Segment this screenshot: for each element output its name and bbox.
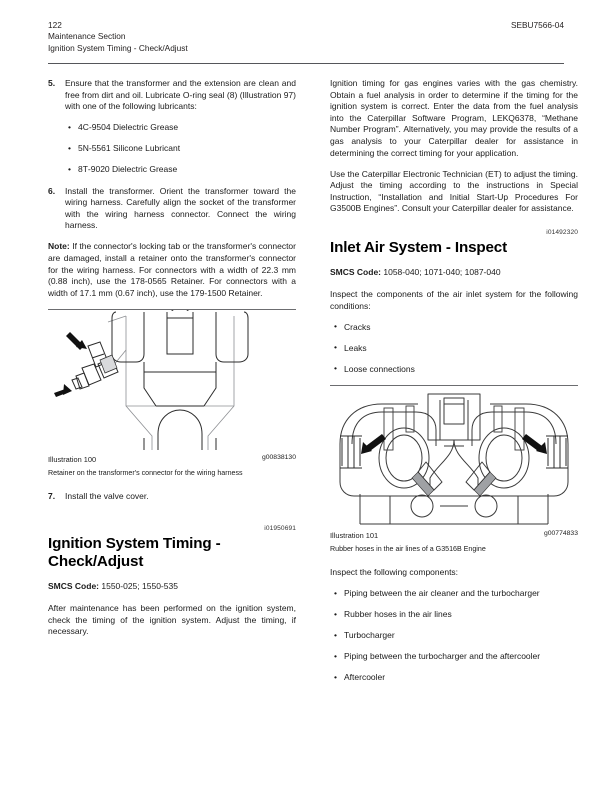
step-5 [48,78,296,113]
illustration-101-title: Illustration 101 [330,531,379,540]
illustration-101-graphic-number: g00774833 [543,530,578,537]
air-inlet-system-diagram [330,386,578,528]
list-item: • Piping between the turbocharger and the aftercooler [330,651,578,663]
illustration-101-caption-row [330,531,578,542]
list-item: • Piping between the air cleaner and the turbocharger [330,588,578,600]
header-right-block [511,20,564,31]
illustration-100-figure [48,310,296,478]
list-item: • Rubber hoses in the air lines [330,609,578,621]
right-smcs-value: 1058-040; 1071-040; 1087-040 [381,267,501,278]
right-paragraph-1: Ignition timing for gas engines varies with the gas chemistry. Obtain a fuel analysis in order to determine if the timing for the ignition system is correct. Enter the data from the fuel analysis into the Caterpillar Software Program, LEKQ6378, “Methane Number Program”. Alternatively, you may provide the results of a gas analysis to your Caterpillar dealer for assistance in determining the correct timing for your application. [330,78,578,158]
left-smcs-code [48,581,296,593]
components-list [330,588,578,684]
note-paragraph [48,241,296,299]
note-text: If the connector's locking tab or the transformer's connector are damaged, install a retainer onto the transformer's connector for the wiring harness. For connectors with a width of 22.3 mm (0.88 inch), use the 178‑0565 Retainer. For connectors with a width of 17.1 mm (0.67 inch), use the 179‑1500 Retainer. [48,241,296,298]
conditions-list [330,322,578,376]
illustration-101-description: Rubber hoses in the air lines of a G3516B Engine [330,545,486,553]
list-item: • 5N‑5561 Silicone Lubricant [48,143,296,155]
callout-arrow-icon-2 [54,384,72,397]
step-5-text: Ensure that the transformer and the extension are clean and free from dirt and oil. Lubricate O-ring seal (8) (Illustration 97) with one of the following lubricants: [65,78,296,112]
left-column [48,78,296,638]
list-item: • Turbocharger [330,630,578,642]
topic-name: Ignition System Timing - Check/Adjust [48,42,188,53]
right-smcs-label: SMCS Code: [330,267,381,278]
section-name: Maintenance Section [48,31,126,42]
illustration-100-description: Retainer on the transformer's connector for the wiring harness [48,468,243,477]
components-intro: Inspect the following components: [330,567,459,577]
step-5-number: 5. [48,78,56,88]
list-item: • Cracks [330,322,578,334]
right-smcs-code [330,267,578,279]
document-code: SEBU7566-04 [510,20,564,30]
list-item: • 4C‑9504 Dielectric Grease [48,122,296,134]
transformer-connector-diagram [48,310,296,452]
note-label: Note: [48,241,70,252]
list-item: • 8T‑9020 Dielectric Grease [48,164,296,176]
step-6 [48,186,296,232]
step-6-number: 6. [48,185,56,196]
left-smcs-label: SMCS Code: [48,581,99,592]
right-paragraph-2: Use the Caterpillar Electronic Technician (ET) to adjust the timing. Adjust the timing according to the instructions in Special Instruction, “Installation and Initial Start-Up Procedures For G3500B Engines”. Consult your Caterpillar dealer for assistance. [330,168,578,214]
left-section-heading: Ignition System Timing - Check/Adjust [48,534,221,570]
header-left-block [48,20,188,54]
step-7 [48,491,296,503]
list-item: • Aftercooler [330,672,578,684]
right-section-doc-id: i01492320 [546,229,578,237]
left-section-doc-id: i01950691 [264,524,296,532]
header-divider [48,63,564,64]
illustration-100-title: Illustration 100 [48,454,97,464]
step-7-text: Install the valve cover. [65,490,149,501]
step-7-number: 7. [48,490,56,501]
illustration-100-caption-row [48,455,296,466]
right-section-intro: Inspect the components of the air inlet system for the following conditions: [330,289,578,311]
illustration-100-graphic-number: g00838130 [261,453,296,461]
page-number: 122 [48,20,62,30]
page-header [48,20,564,64]
illustration-101-figure [330,386,578,554]
lubricants-list [48,122,296,176]
callout-arrow-icon [66,332,87,350]
left-section-body: After maintenance has been performed on the ignition system, check the timing of the ignition system. Adjust the timing, if necessary. [48,602,296,637]
list-item: • Loose connections [330,364,578,376]
left-smcs-value: 1550-025; 1550-535 [99,581,178,592]
right-section-heading: Inlet Air System - Inspect [330,239,507,257]
list-item: • Leaks [330,343,578,355]
right-column [330,78,578,694]
step-6-text: Install the transformer. Orient the transformer toward the wiring harness. Carefully align the socket of the transformer with the wiring harness connector. Connect the wiring harness. [65,185,296,231]
